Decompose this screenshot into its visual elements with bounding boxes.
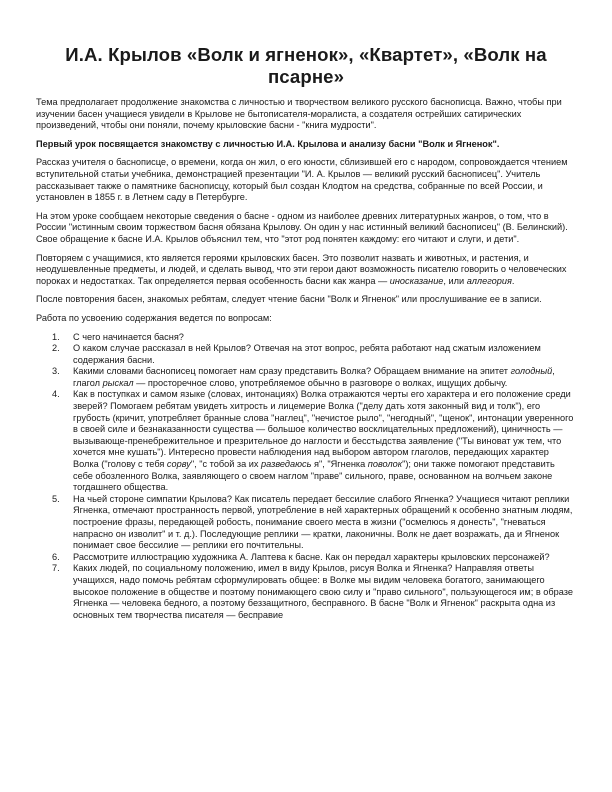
word-or: , или (443, 275, 465, 286)
list-item-text: ", "Ягненка (319, 459, 366, 470)
list-item (36, 366, 576, 389)
list-item-text: С чего начинается басня? (73, 331, 184, 342)
after-repeat-paragraph: После повторения басен, знакомых ребятам, следует чтение басни "Волк и Ягненок" или прослушивание ее в записи. (36, 294, 542, 305)
list-item (36, 552, 576, 564)
list-item-text: Как в поступках и самом языке (словах, интонациях) Волка отражаются черты его характера и его положение среди зверей? Помогаем ребятам увидеть хитрость и лицемерие Волка ("делу дать хотя законный вид и толк"), его грубость (кричит, употребляет бранные слова "наглец", "нечистое рыло", "негодный", "щенок", интонации уверенного в своей силе и безнаказанности существа — большое количество восклицательных предложений), циничность — вызывающе-пренебрежительное и презрительное до наглости и бесстыдства заявление ("Ты виноват уж тем, что хочется мне кушать"). Интересно провести наблюдения над выбором автором глаголов, передающих характер Волка ("голову с тебя (73, 389, 574, 470)
list-item (36, 343, 576, 366)
list-item-number: 3. (52, 366, 60, 377)
list-item-text: Рассмотрите иллюстрацию художника А. Лаптева к басне. Как он передал характеры крыловских персонажей? (73, 551, 550, 562)
term-allegoria: аллегория (466, 275, 512, 286)
epithet-hungry: голодный (510, 366, 553, 377)
list-item (36, 494, 576, 552)
list-item-number: 4. (52, 389, 60, 400)
list-item-text: ", "с тобой за их (190, 459, 259, 470)
list-item-number: 7. (52, 563, 60, 574)
intro-paragraph: Тема предполагает продолжение знакомства с личностью и творчеством великого русского баснописца. Важно, чтобы при изучении басен учащиеся увидели в Крылове не бытописателя-моралиста, а создателя острейших сатирических произведений, чтобы они поняли, почему крыловские басни - "книга мудрости". (36, 97, 562, 131)
list-item-text: , глагол (73, 366, 555, 388)
document-title: И.А. Крылов «Волк и ягненок», «Квартет», «Волк на псарне» (65, 44, 547, 87)
first-lesson-paragraph: Первый урок посвящается знакомству с личностью И.А. Крылова и анализу басни "Волк и Ягненок". (36, 138, 500, 149)
list-item-number: 2. (52, 343, 60, 354)
heroes-paragraph (36, 253, 576, 288)
list-item-number: 1. (52, 331, 60, 342)
list-item-text: На чьей стороне симпатии Крылова? Как писатель передает бессилие слабого Ягненка? Учащиеся читают реплики Ягненка, отмечают пространность первой, употребление в ней характерных обращений к особенно знатным людям, построение фразы, передающей робость, понимание своего места в жизни ("осмелюсь я донесть", "гневаться напрасно он изволит" и т. д.). Последующие реплики — кратки, лаконичны. Волк не дает возражать, да и Ягненок понимает свое бессилие — реплики его почтительны. (73, 493, 573, 551)
verb-ryskal: рыскал (102, 377, 134, 388)
verb-razvedayus: разведаюсь (261, 459, 312, 470)
list-item-text: Каких людей, по социальному положению, имел в виду Крылов, рисуя Волка и Ягненка? Направляя ответы учащихся, надо помочь ребятам сформулировать общее: в Волке мы видим человека богатого, занимающего высокое положение в обществе и поэтому понимающего свою силу и "право сильного", пользующегося им; в образе Ягненка — человека бедного, а поэтому беззащитного, бесправного. В басне "Волк и Ягненок" раскрыта одна из основных тем творчества писателя — бесправие (73, 563, 573, 620)
list-item-text: Какими словами баснописец помогает нам сразу представить Волка? Обращаем внимание на эпитет (73, 366, 508, 377)
questions-intro-paragraph: Работа по усвоению содержания ведется по вопросам: (36, 312, 272, 323)
verb-povolok: поволок (367, 459, 403, 470)
list-item-text: — просторечное слово, употребляемое обычно в разговоре о волках, ищущих добычу. (136, 377, 508, 388)
term-allegory: иносказание (389, 275, 444, 286)
list-item-text: "); они также помогают представить себе обозленного Волка, заявляющего о своем наглом "праве" сильного, праве, основанном на волчьем законе тогдашнего общества. (73, 459, 555, 493)
document-page (36, 44, 576, 621)
list-item-text: я (314, 459, 320, 470)
list-item (36, 389, 576, 493)
fable-info-paragraph: На этом уроке сообщаем некоторые сведения о басне - одном из наиболее древних литературных жанров, о том, что в России "истинным своим торжеством басня обязана Крылову. Он один у нас истинный великий баснописец" (В. Белинский). Свое обращение к басне И.А. Крылов объяснил тем, что "этот род понятен каждому: его читают и слуги, и дети". (36, 210, 568, 244)
heroes-text: Повторяем с учащимися, кто является героями крыловских басен. Это позволит назвать и животных, и растения, и неодушевленные предметы, и людей, и сделать вывод, что эти герои дают возможность писателю говорить о человеческих пороках и недостатках. Так определяется первая особенность басни как жанра — (36, 252, 567, 286)
questions-list (36, 332, 576, 622)
teacher-story-paragraph: Рассказ учителя о баснописце, о времени, когда он жил, о его юности, сблизившей его с народом, сопровождается чтением вступительной статьи учебника, демонстрацией презентации "И. А. Крылов — великий русский баснописец". Учитель рассказывает также о памятнике баснописцу, который был создан Клодтом на средства, собранные по всей России, и установлен в 1855 г. в Летнем саду в Петербурге. (36, 157, 568, 203)
list-item (36, 332, 576, 344)
period: . (511, 275, 515, 286)
verb-sorvu: сорву (166, 459, 191, 470)
list-item-number: 6. (52, 551, 60, 562)
list-item-text: О каком случае рассказал в ней Крылов? Отвечая на этот вопрос, ребята работают над сжатым изложением содержания басни. (73, 343, 541, 365)
list-item-number: 5. (52, 493, 60, 504)
list-item (36, 563, 576, 621)
